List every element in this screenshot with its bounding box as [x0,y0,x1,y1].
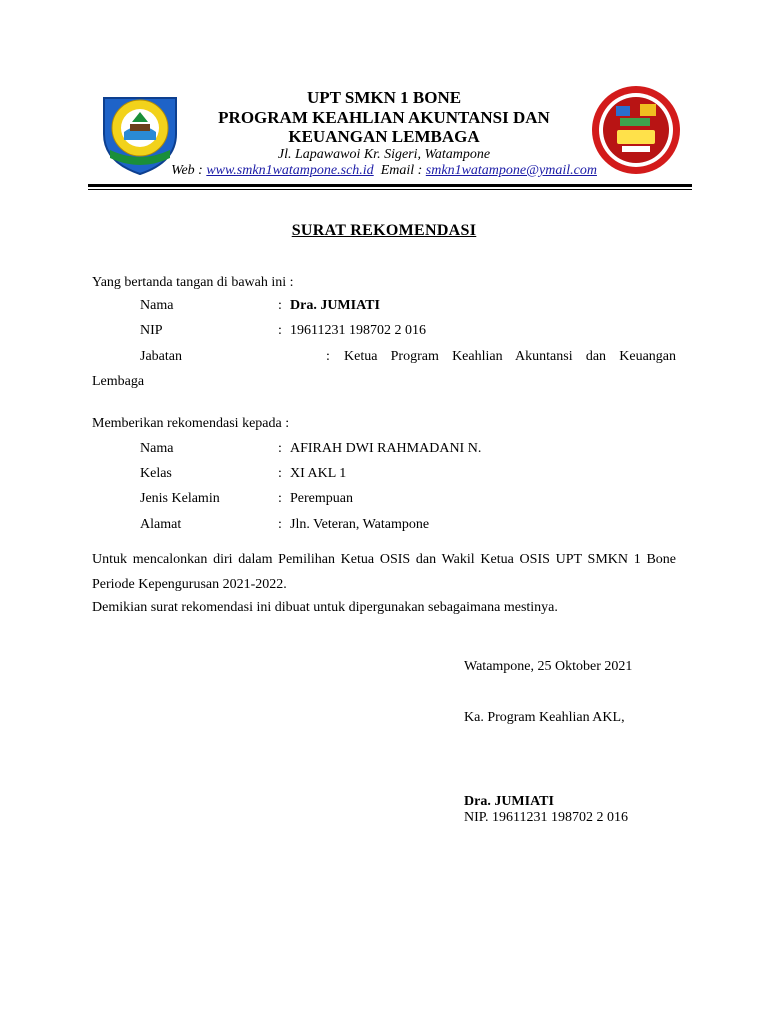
student-address: Jln. Veteran, Watampone [290,517,430,532]
signature-nip: NIP. 19611231 198702 2 016 [464,810,628,825]
colon: : [278,323,282,338]
place-date: Watampone, 25 Oktober 2021 [464,659,633,674]
website-link[interactable]: www.smkn1watampone.sch.id [206,163,374,178]
colon: : [326,349,330,364]
email-link[interactable]: smkn1watampone@ymail.com [425,163,597,178]
program-name-line1: PROGRAM KEAHLIAN AKUNTANSI DAN [218,108,550,127]
email-label: Email : [380,163,426,178]
student-class-label: Kelas [140,466,172,481]
signature-name: Dra. JUMIATI [464,794,554,809]
student-name: AFIRAH DWI RAHMADANI N. [290,441,482,456]
colon: : [278,491,282,506]
recommend-intro: Memberikan rekomendasi kepada : [92,416,290,431]
header-rule-thick [88,184,692,187]
signer-position-label: Jabatan [140,349,182,364]
colon: : [278,441,282,456]
closing-paragraph: Demikian surat rekomendasi ini dibuat untuk dipergunakan sebagaimana mestinya. [92,600,558,615]
intro-text: Yang bertanda tangan di bawah ini : [92,275,294,290]
colon: : [278,517,282,532]
colon: : [278,466,282,481]
purpose-paragraph: Untuk mencalonkan diri dalam Pemilihan Ketua OSIS dan Wakil Ketua OSIS UPT SMKN 1 Bone Periode Kepengurusan 2021-2022. [92,552,676,592]
program-name-line2: KEUANGAN LEMBAGA [288,127,480,146]
school-name: UPT SMKN 1 BONE [306,88,462,107]
signer-name: Dra. JUMIATI [290,298,380,313]
student-gender: Perempuan [290,491,353,506]
signer-position-cont: Lembaga [92,374,145,389]
signer-nip-label: NIP [140,323,163,338]
signer-role: Ka. Program Keahlian AKL, [464,710,625,725]
letter-title: SURAT REKOMENDASI [291,222,477,239]
student-address-label: Alamat [140,517,182,532]
signer-nip: 19611231 198702 2 016 [290,323,426,338]
signer-name-label: Nama [140,298,174,313]
contact-line [0,163,768,179]
student-name-label: Nama [140,441,174,456]
header-rule-thin [88,189,692,190]
student-class: XI AKL 1 [290,466,347,481]
school-address: Jl. Lapawawoi Kr. Sigeri, Watampone [277,147,491,162]
signer-position: Ketua Program Keahlian Akuntansi dan Keuangan [344,349,676,364]
colon: : [278,298,282,313]
student-gender-label: Jenis Kelamin [140,491,220,506]
web-label: Web : [171,163,207,178]
